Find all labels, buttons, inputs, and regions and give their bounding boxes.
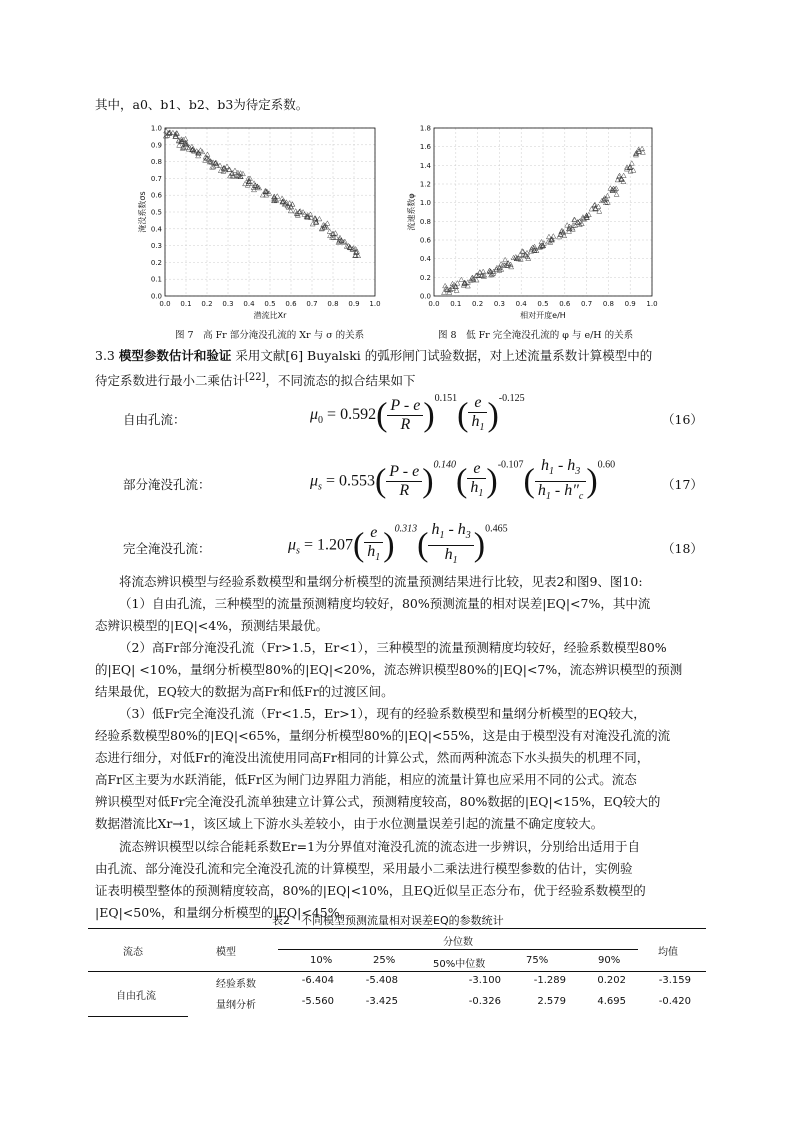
y-tick-label: 0.6 — [150, 191, 162, 200]
table-cell: -3.425 — [365, 996, 398, 1007]
eq18-label: 完全淹没孔流： — [123, 541, 211, 556]
x-tick-label: 0.2 — [472, 300, 484, 308]
y-tick-label: 0.4 — [419, 255, 431, 264]
table-cell: 4.695 — [597, 996, 626, 1007]
x-tick-label: 0.8 — [602, 300, 614, 308]
y-tick-label: 0.7 — [150, 174, 162, 183]
y-tick-label: 0.8 — [150, 158, 162, 167]
x-tick-label: 1.0 — [369, 300, 381, 308]
x-tick-label: 0.3 — [222, 300, 234, 308]
x-axis-label: 潜流比Xr — [253, 311, 287, 320]
table-cell: -5.560 — [301, 996, 334, 1007]
table-cell: -6.404 — [301, 975, 334, 986]
data-point-scatter — [200, 149, 205, 154]
table-2 — [88, 928, 706, 1016]
y-tick-label: 0.0 — [150, 292, 162, 301]
para-line: （3）低Fr完全淹没孔流（Fr<1.5，Er>1），现有的经验系数模型和量纲分析模型的EQ较大， — [119, 706, 646, 721]
eq18-formula: $\mu_s = 1.207$( $\frac{e}{h_1}$ )$^{0.313}$( $\frac{h_1 - h_3}{h_1}$ )$^{0.465}$ — [288, 521, 508, 567]
x-tick-label: 0.6 — [285, 300, 297, 308]
para-line: 态辨识模型的|EQ|<4%，预测结果最优。 — [95, 618, 329, 633]
figure-7-chart — [135, 118, 385, 328]
eq17-formula: $\mu_s = 0.553$( $\frac{P - e}{R}$ )$^{0.140}$( $\frac{e}{h_1}$ )$^{-0.107}$( $\frac{h_1 - h_3}{h_1 - h''_c}$ )$^{0.60}$ — [310, 457, 616, 503]
data-point-scatter — [442, 290, 447, 295]
eq17-label: 部分淹没孔流： — [123, 477, 211, 492]
y-tick-label: 0.3 — [150, 242, 162, 251]
table-head-flow: 流态 — [123, 947, 143, 958]
y-tick-label: 0.2 — [419, 273, 431, 282]
x-tick-label: 0.3 — [493, 300, 505, 308]
table-head-q: 50%中位数 — [433, 959, 486, 970]
section-text-2a: 待定系数进行最小二乘估计 — [95, 373, 246, 389]
y-axis-label: 淹没系数σs — [138, 191, 147, 233]
x-tick-label: 0.4 — [515, 300, 527, 308]
para-line: 结果最优，EQ较大的数据为高Fr和低Fr的过渡区间。 — [95, 684, 394, 699]
table-caption: 表2 不同模型预测流量相对误差EQ的参数统计 — [272, 914, 504, 927]
section-number: 3.3 — [95, 348, 115, 363]
x-tick-label: 0.6 — [559, 300, 571, 308]
table-head-q: 75% — [526, 955, 549, 966]
y-tick-label: 1.4 — [419, 161, 431, 170]
table-cell: -0.420 — [658, 996, 691, 1007]
y-tick-label: 0.1 — [150, 275, 162, 284]
y-tick-label: 1.0 — [150, 124, 162, 133]
y-axis-label: 流速系数φ — [407, 193, 416, 231]
eq17-exp1: 0.140 — [433, 459, 457, 471]
y-tick-label: 0.8 — [419, 217, 431, 226]
eq16-exp2: -0.125 — [498, 393, 525, 404]
para-line: 证表明模型整体的预测精度较高，80%的|EQ|<10%，且EQ近似呈正态分布，优于经验系数模型的 — [95, 883, 646, 898]
para-line: （2）高Fr部分淹没孔流（Fr>1.5，Er<1），三种模型的流量预测精度均较好，经验系数模型80% — [119, 640, 667, 655]
y-tick-label: 0.4 — [150, 225, 162, 234]
table-cell: -0.326 — [468, 996, 501, 1007]
x-tick-label: 0.9 — [624, 300, 636, 308]
eq16-number: （16） — [662, 412, 703, 427]
y-tick-label: 0.9 — [150, 141, 162, 150]
x-tick-label: 0.2 — [201, 300, 213, 308]
table-cell: 0.202 — [597, 975, 626, 986]
y-tick-label: 1.2 — [419, 180, 431, 189]
para-line: 将流态辨识模型与经验系数模型和量纲分析模型的流量预测结果进行比较，见表2和图9、图10: — [119, 574, 643, 589]
x-tick-label: 0.8 — [327, 300, 339, 308]
figure-8-chart — [402, 118, 662, 328]
table-cell: 2.579 — [537, 996, 566, 1007]
y-tick-label: 0.5 — [150, 208, 162, 217]
figure-8-caption: 图 8 低 Fr 完全淹没孔流的 φ 与 e/H 的关系 — [438, 330, 634, 341]
x-tick-label: 0.5 — [537, 300, 549, 308]
data-point-scatter — [631, 168, 636, 173]
x-tick-label: 0.4 — [243, 300, 255, 308]
eq18-exp2: 0.465 — [485, 523, 508, 535]
eq17-exp3: 0.60 — [597, 459, 616, 471]
y-tick-label: 1.6 — [419, 143, 431, 152]
y-tick-label: 0.2 — [150, 258, 162, 267]
para-line: 辨识模型对低Fr完全淹没孔流单独建立计算公式，预测精度较高，80%数据的|EQ|<15%，EQ较大的 — [95, 794, 661, 809]
table-cell: -1.289 — [533, 975, 566, 986]
x-tick-label: 0.7 — [581, 300, 593, 308]
eq16-formula: $\mu_0 = 0.592$( $\frac{P - e}{R}$ )$^{0.151}$( $\frac{e}{h_1}$ )$^{-0.125}$ — [310, 393, 525, 434]
para-line: （1）自由孔流，三种模型的流量预测精度均较好，80%预测流量的相对误差|EQ|<7%，其中流 — [119, 596, 651, 611]
para-line: 由孔流、部分淹没孔流和完全淹没孔流的计算模型，采用最小二乘法进行模型参数的估计，实例验 — [95, 861, 633, 876]
table-head-quantile: 分位数 — [443, 937, 473, 948]
x-tick-label: 0.9 — [348, 300, 360, 308]
para-line: 数据潜流比Xr→1，该区域上下游水头差较小，由于水位测量误差引起的流量不确定度较大。 — [95, 816, 604, 831]
section-heading — [95, 345, 652, 367]
eq18-number: （18） — [662, 541, 703, 556]
data-point-scatter — [205, 152, 210, 157]
y-tick-label: 0.0 — [419, 292, 431, 301]
table-head-q: 90% — [598, 955, 621, 966]
x-tick-label: 0.7 — [306, 300, 318, 308]
para-line: |EQ|<50%，和量纲分析模型的|EQ|<45%。 — [95, 905, 353, 920]
eq17-exp2: -0.107 — [497, 459, 524, 471]
para-line: 的|EQ| <10%，量纲分析模型80%的|EQ|<20%，流态辨识模型80%的|EQ|<7%，流态辨识模型的预测 — [95, 662, 683, 677]
x-tick-label: 0.1 — [180, 300, 192, 308]
section-text-line2 — [95, 367, 416, 392]
para-line: 态进行细分，对低Fr的淹没出流使用同高Fr相同的计算公式，然而两种流态下水头损失的机理不同， — [95, 750, 650, 765]
data-point-scatter — [327, 229, 332, 234]
eq16-label: 自由孔流： — [123, 412, 186, 427]
x-tick-label: 0.0 — [159, 300, 171, 308]
table-head-q: 25% — [373, 955, 396, 966]
y-tick-label: 1.0 — [419, 199, 431, 208]
para-line: 经验系数模型80%的|EQ|<65%，量纲分析模型80%的|EQ|<55%，这是由于模型没有对淹没孔流的流 — [95, 728, 671, 743]
y-tick-label: 1.8 — [419, 124, 431, 133]
table-group-label: 自由孔流 — [116, 991, 156, 1002]
section-text: 采用文献[6] Buyalski 的弧形闸门试验数据，对上述流量系数计算模型中的 — [235, 348, 653, 363]
x-tick-label: 0.1 — [450, 300, 462, 308]
x-tick-label: 0.0 — [428, 300, 440, 308]
table-row-model: 经验系数 — [216, 979, 256, 990]
table-head-mean: 均值 — [658, 947, 678, 958]
data-point-scatter — [503, 257, 508, 262]
eq18-exp1: 0.313 — [394, 523, 418, 535]
data-point-scatter — [232, 168, 237, 173]
section-title: 模型参数估计和验证 — [118, 348, 232, 363]
x-tick-label: 0.5 — [264, 300, 276, 308]
intro-text: 其中，a0、b1、b2、b3为待定系数。 — [95, 97, 309, 112]
eq17-number: （17） — [662, 477, 703, 492]
eq16-coef: 0.592 — [340, 406, 377, 423]
table-cell: -5.408 — [365, 975, 398, 986]
para-line: 流态辨识模型以综合能耗系数Er=1为分界值对淹没孔流的流态进一步辨识，分别给出适用于自 — [119, 839, 641, 854]
eq18-coef: 1.207 — [316, 536, 353, 554]
y-tick-label: 0.6 — [419, 236, 431, 245]
table-cell: -3.100 — [468, 975, 501, 986]
figure-7-caption: 图 7 高 Fr 部分淹没孔流的 Xr 与 σ 的关系 — [175, 330, 365, 341]
data-point-scatter — [459, 277, 464, 282]
x-tick-label: 1.0 — [646, 300, 658, 308]
x-axis-label: 相对开度e/H — [520, 311, 566, 320]
table-head-model: 模型 — [216, 947, 236, 958]
para-line: 高Fr区主要为水跃消能，低Fr区为闸门边界阻力消能，相应的流量计算也应采用不同的公式。流态 — [95, 772, 637, 787]
eq17-coef: 0.553 — [338, 472, 375, 490]
table-head-q: 10% — [310, 955, 333, 966]
table-row-model: 量纲分析 — [216, 1000, 256, 1011]
table-cell: -3.159 — [658, 975, 691, 986]
section-text-2b: ，不同流态的拟合结果如下 — [265, 373, 416, 389]
eq16-exp1: 0.151 — [434, 393, 458, 404]
citation-ref: [22] — [245, 372, 266, 383]
